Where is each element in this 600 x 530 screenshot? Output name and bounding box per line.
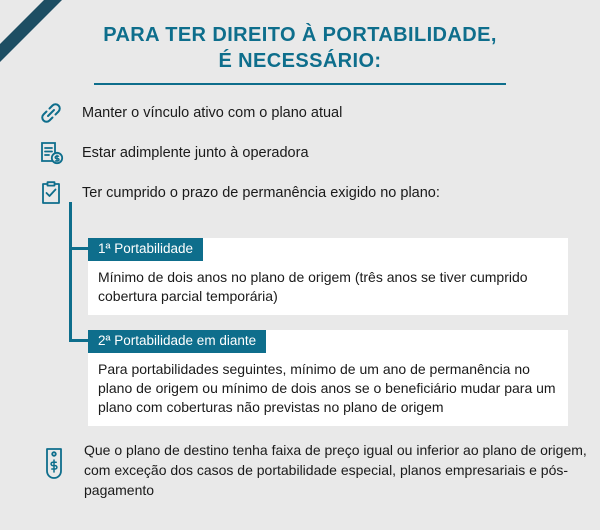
portability-panel-1	[88, 238, 568, 315]
title-line-1: PARA TER DIREITO À PORTABILIDADE,	[103, 24, 497, 46]
bracket-line	[69, 202, 72, 342]
clipboard-check-icon	[34, 176, 68, 210]
requirements-list	[0, 96, 600, 210]
portability-panel-2	[88, 330, 568, 426]
panel-2-tag: 2ª Portabilidade em diante	[88, 330, 266, 353]
panel-1-body: Mínimo de dois anos no plano de origem (três anos se tiver cumprido cobertura parcial temporária)	[98, 269, 528, 304]
list-item	[0, 176, 600, 210]
panel-1-tag: 1ª Portabilidade	[88, 238, 203, 261]
title-line-2: É NECESSÁRIO:	[218, 50, 382, 72]
list-item	[0, 96, 600, 130]
title-divider	[94, 83, 506, 85]
list-item	[0, 136, 600, 170]
page-title	[0, 22, 600, 85]
price-tag-icon	[34, 438, 74, 482]
list-item-label: Ter cumprido o prazo de permanência exigido no plano:	[82, 185, 440, 201]
footer-note	[34, 438, 594, 500]
list-item-label: Estar adimplente junto à operadora	[82, 145, 309, 161]
panel-2-body: Para portabilidades seguintes, mínimo de um ano de permanência no plano de origem ou mínimo de dois anos se o beneficiário mudar para um plano com coberturas não previstas no plano de origem	[98, 361, 556, 415]
footer-note-text: Que o plano de destino tenha faixa de preço igual ou inferior ao plano de origem, com exceção dos casos de portabilidade especial, planos empresariais e pós-pagamento	[84, 442, 587, 498]
list-item-label: Manter o vínculo ativo com o plano atual	[82, 105, 343, 121]
invoice-money-icon	[34, 136, 68, 170]
link-chain-icon	[34, 96, 68, 130]
